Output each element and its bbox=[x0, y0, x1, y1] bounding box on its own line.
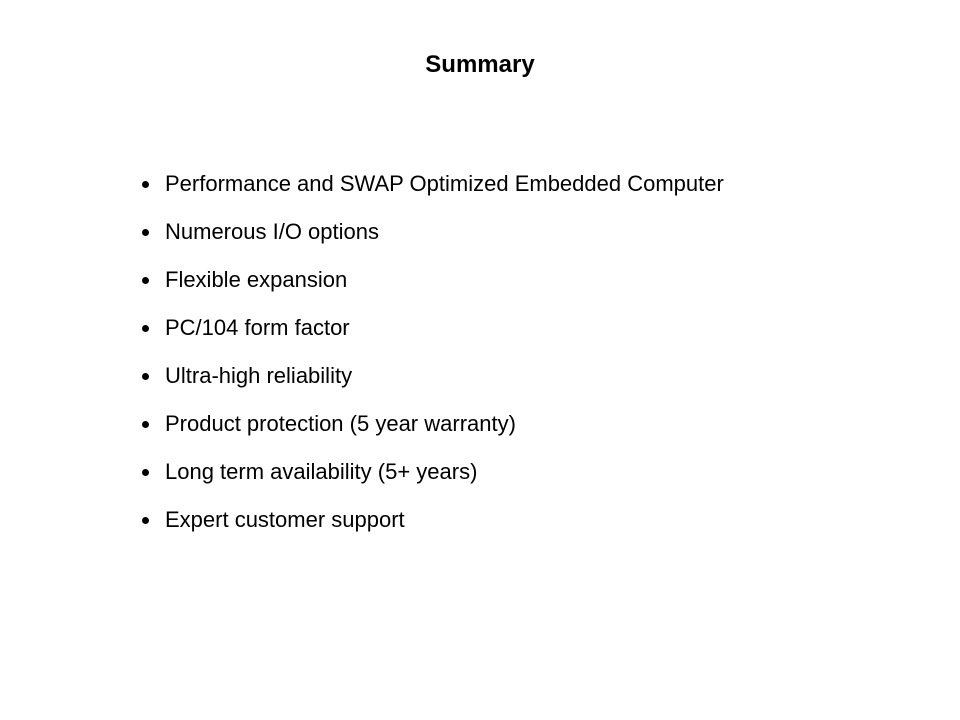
bullet-text: Product protection (5 year warranty) bbox=[165, 411, 516, 436]
bullet-item bbox=[142, 496, 724, 544]
bullet-text: Long term availability (5+ years) bbox=[165, 459, 478, 484]
bullet-icon bbox=[142, 181, 149, 188]
bullet-icon bbox=[142, 325, 149, 332]
bullet-text: Ultra-high reliability bbox=[165, 363, 353, 388]
bullet-text: Flexible expansion bbox=[165, 267, 348, 292]
bullet-text: Numerous I/O options bbox=[165, 219, 379, 244]
bullet-item bbox=[142, 448, 724, 496]
bullet-icon bbox=[142, 277, 149, 284]
bullet-item bbox=[142, 256, 724, 304]
bullet-text: Expert customer support bbox=[165, 507, 405, 532]
bullet-text: PC/104 form factor bbox=[165, 315, 350, 340]
bullet-item bbox=[142, 352, 724, 400]
bullet-icon bbox=[142, 469, 149, 476]
bullet-item bbox=[142, 304, 724, 352]
bullet-item bbox=[142, 160, 724, 208]
bullet-text: Performance and SWAP Optimized Embedded Computer bbox=[165, 171, 724, 196]
bullet-item bbox=[142, 208, 724, 256]
bullet-icon bbox=[142, 421, 149, 428]
slide-title: Summary bbox=[425, 51, 535, 78]
bullet-list bbox=[142, 160, 724, 544]
bullet-icon bbox=[142, 373, 149, 380]
bullet-item bbox=[142, 400, 724, 448]
bullet-icon bbox=[142, 229, 149, 236]
bullet-icon bbox=[142, 517, 149, 524]
